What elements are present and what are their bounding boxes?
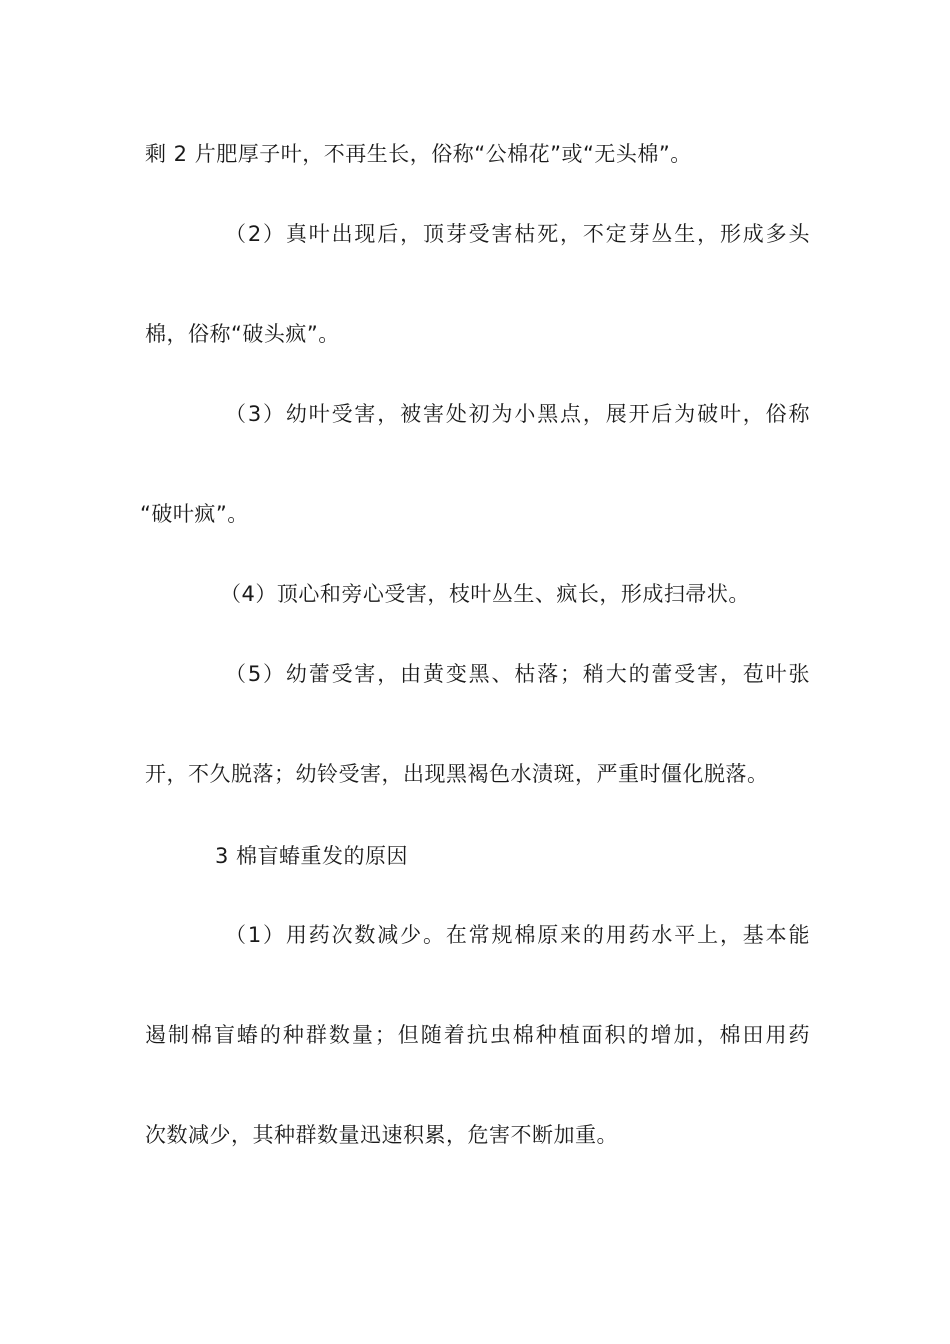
paragraph-line: （2）真叶出现后，顶芽受害枯死，不定芽丛生，形成多头 bbox=[225, 222, 810, 246]
paragraph-line: （4）顶心和旁心受害，枝叶丛生、疯长，形成扫帚状。 bbox=[220, 582, 750, 606]
paragraph-line: （1）用药次数减少。在常规棉原来的用药水平上，基本能 bbox=[225, 923, 810, 947]
paragraph-line: （5）幼蕾受害，由黄变黑、枯落；稍大的蕾受害，苞叶张 bbox=[225, 662, 810, 686]
paragraph-line: “破叶疯”。 bbox=[140, 502, 249, 526]
paragraph-line: 开，不久脱落；幼铃受害，出现黑褐色水渍斑，严重时僵化脱落。 bbox=[145, 762, 769, 786]
paragraph-line: 剩 2 片肥厚子叶，不再生长，俗称“公棉花”或“无头棉”。 bbox=[145, 142, 692, 166]
paragraph-line: 棉，俗称“破头疯”。 bbox=[145, 322, 340, 346]
section-heading: 3 棉盲蝽重发的原因 bbox=[215, 844, 409, 868]
paragraph-line: 次数减少，其种群数量迅速积累，危害不断加重。 bbox=[145, 1123, 618, 1147]
paragraph-line: 遏制棉盲蝽的种群数量；但随着抗虫棉种植面积的增加，棉田用药 bbox=[145, 1023, 810, 1047]
paragraph-line: （3）幼叶受害，被害处初为小黑点，展开后为破叶，俗称 bbox=[225, 402, 810, 426]
